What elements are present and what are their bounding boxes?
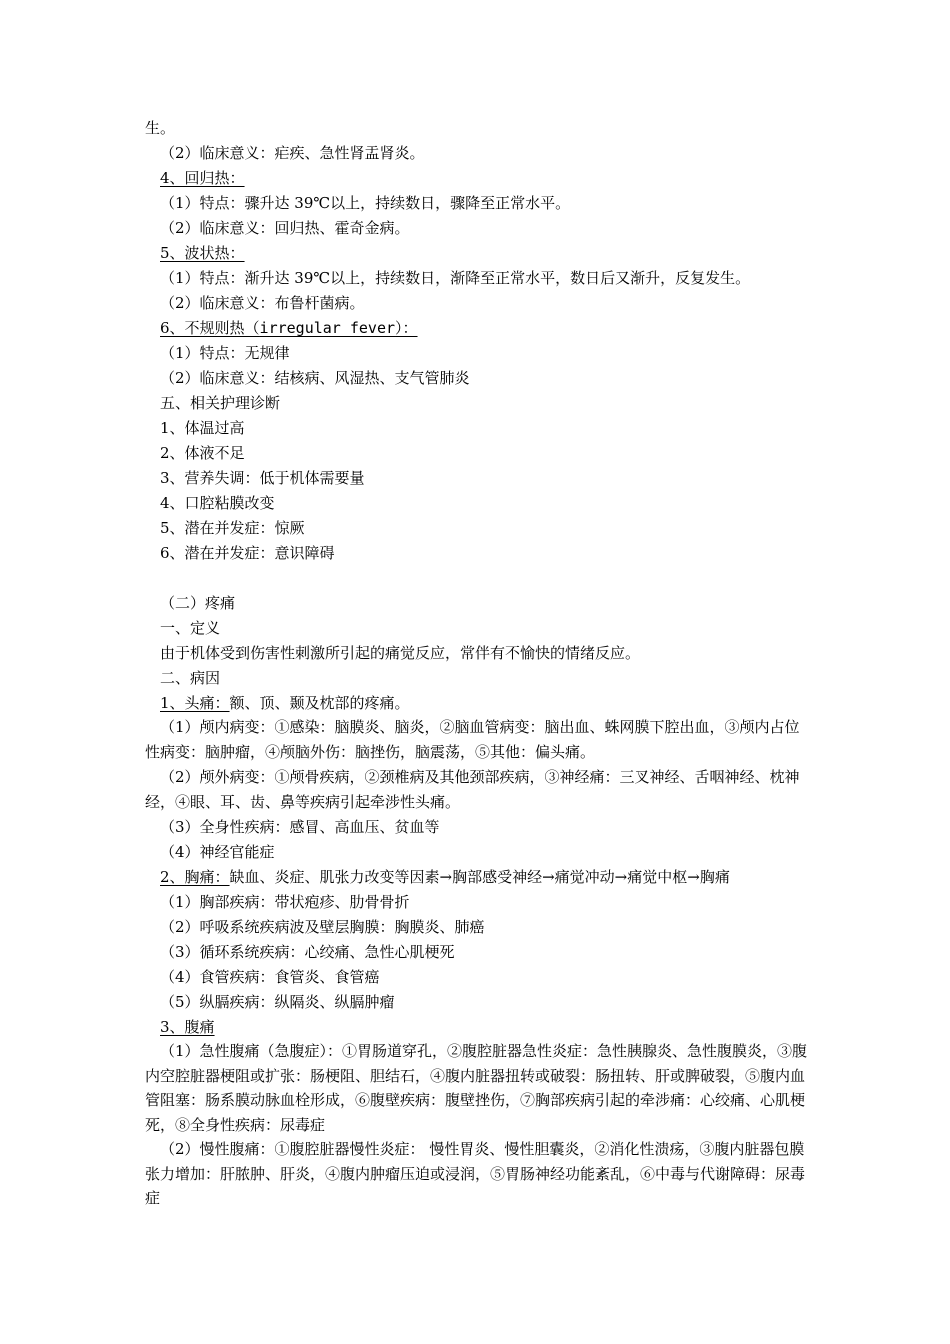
list-item: 6、潜在并发症：意识障碍 [160,544,335,562]
heading-term: irregular fever [259,319,396,337]
heading-suffix: ）： [395,319,418,337]
text-line: （3）循环系统疾病：心绞痛、急性心肌梗死 [160,943,455,961]
text-line: （5）纵膈疾病：纵隔炎、纵膈肿瘤 [160,993,395,1011]
text-line: （2）呼吸系统疾病波及壁层胸膜：胸膜炎、肺癌 [160,918,485,936]
subsection-text: 额、顶、颞及枕部的疼痛。 [229,694,410,712]
section-heading: 二、病因 [160,669,221,687]
subsection-text: 缺血、炎症、肌张力改变等因素→胸部感受神经→痛觉冲动→痛觉中枢→胸痛 [229,868,730,886]
text-line: 由于机体受到伤害性刺激所引起的痛觉反应，常伴有不愉快的情绪反应。 [160,644,641,662]
paragraph: （1）急性腹痛（急腹症）：①胃肠道穿孔，②腹腔脏器急性炎症：急性胰腺炎、急性腹膜炎，③腹内空腔脏器梗阻或扩张：肠梗阻、胆结石，④腹内脏器扭转或破裂：肠扭转、肝或脾破裂，⑤腹内血管阻塞：肠系膜动脉血栓形成，⑥腹壁疾病：腹壁挫伤，⑦胸部疾病引起的牵涉痛：心绞痛、心肌梗死，⑧全身性疾病：尿毒症 [145,1042,808,1134]
section-heading: 五、相关护理诊断 [160,394,281,412]
subsection-line [160,867,825,887]
list-item: 4、口腔粘膜改变 [160,494,275,512]
subsection-heading: 3、腹痛 [160,1018,215,1036]
text-line: （4）食管疾病：食管炎、食管癌 [160,968,380,986]
text-line: （1）特点：无规律 [160,344,290,362]
text-line: 生。 [145,119,176,137]
text-line: （2）临床意义：疟疾、急性肾盂肾炎。 [160,144,425,162]
list-item: 1、体温过高 [160,419,245,437]
subsection-heading: 2、胸痛： [160,868,230,886]
section-heading: 一、定义 [160,619,221,637]
text-line: （2）临床意义：结核病、风湿热、支气管肺炎 [160,369,470,387]
text-line: （3）全身性疾病：感冒、高血压、贫血等 [160,818,440,836]
section-heading [160,318,825,338]
text-line: （1）特点：渐升达 39℃以上，持续数日，渐降至正常水平，数日后又渐升，反复发生。 [160,269,751,287]
list-item: 2、体液不足 [160,444,245,462]
text-line: （2）临床意义：回归热、霍奇金病。 [160,219,410,237]
subsection-line [160,693,825,713]
chapter-heading: （二）疼痛 [160,594,236,612]
text-line: （4）神经官能症 [160,843,275,861]
paragraph: （2）颅外病变：①颅骨疾病，②颈椎病及其他颈部疾病，③神经痛：三叉神经、舌咽神经、枕神经，④眼、耳、齿、鼻等疾病引起牵涉性头痛。 [145,768,800,811]
subsection-heading: 1、头痛： [160,694,230,712]
text-line: （1）胸部疾病：带状疱疹、肋骨骨折 [160,893,410,911]
text-line: （2）临床意义：布鲁杆菌病。 [160,294,365,312]
heading-prefix: 6、不规则热（ [160,319,260,337]
section-heading: 5、波状热： [160,244,245,262]
text-line: （1）特点：骤升达 39℃以上，持续数日，骤降至正常水平。 [160,194,571,212]
section-heading: 4、回归热： [160,169,245,187]
paragraph: （2）慢性腹痛：①腹腔脏器慢性炎症： 慢性胃炎、慢性胆囊炎，②消化性溃疡，③腹内脏器包膜张力增加：肝脓肿、肝炎，④腹内肿瘤压迫或浸润，⑤胃肠神经功能紊乱，⑥中毒与代谢障碍：尿毒症 [145,1140,806,1207]
paragraph: （1）颅内病变：①感染：脑膜炎、脑炎，②脑血管病变：脑出血、蛛网膜下腔出血，③颅内占位性病变：脑肿瘤，④颅脑外伤：脑挫伤，脑震荡，⑤其他：偏头痛。 [145,718,800,761]
list-item: 3、营养失调：低于机体需要量 [160,469,365,487]
list-item: 5、潜在并发症：惊厥 [160,519,305,537]
